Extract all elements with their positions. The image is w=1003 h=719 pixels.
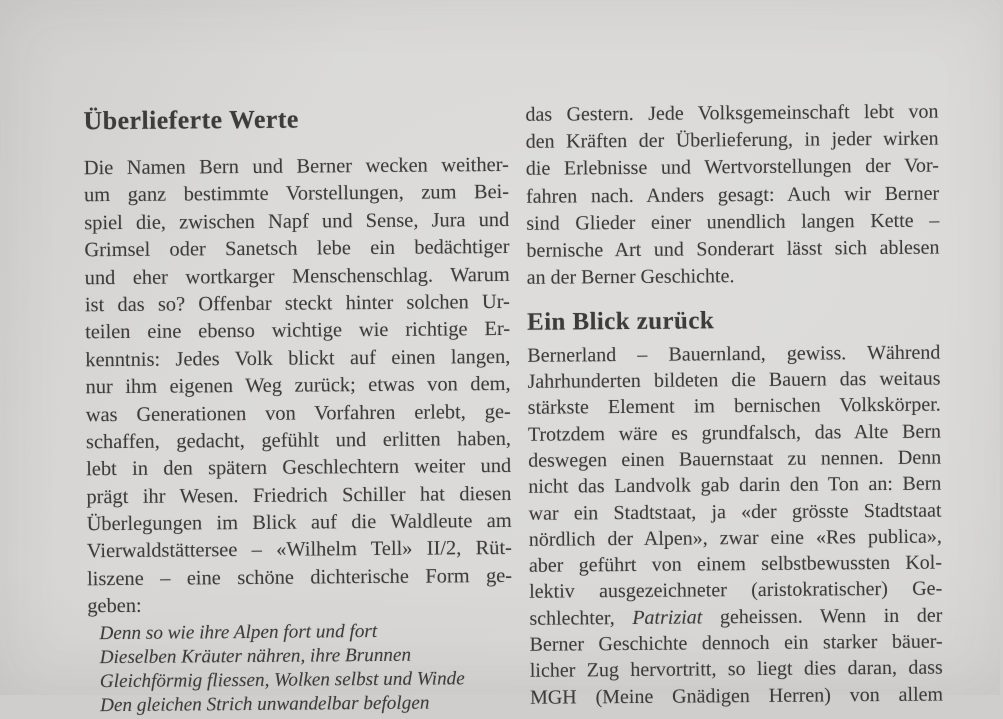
- text-line: lektiv ausgezeichneter (aristokratischer) Ge-: [529, 578, 943, 604]
- text-line: Berner Geschichte dennoch ein starker bäuer-: [529, 630, 943, 656]
- right-paragraph-2: [527, 339, 943, 710]
- text-line: nur ihm eigenen Weg zurück; etwas von dem,: [85, 373, 511, 399]
- text-line: bernische Art und Sonderart lässt sich ablesen: [526, 236, 940, 262]
- text-line: Vierwaldstättersee – «Wilhelm Tell» II/2, Rüt-: [86, 537, 512, 563]
- text-line: prägt ihr Wesen. Friedrich Schiller hat diesen: [86, 482, 512, 508]
- text-line: kenntnis: Jedes Volk blickt auf einen langen,: [85, 345, 511, 371]
- text-line: schaffen, gedacht, gefühlt und erlitten haben,: [85, 427, 512, 454]
- text-line: das Gestern. Jede Volksgemeinschaft lebt von: [525, 100, 939, 126]
- section-heading-ueberlieferte-werte: Überlieferte Werte: [83, 104, 299, 136]
- text-line: deswegen einen Bauernstaat zu nennen. Denn: [528, 446, 942, 472]
- text-line: Den gleichen Strich unwandelbar befolgen: [99, 692, 430, 717]
- text-line: was Generationen von Vorfahren erlebt, ge-: [85, 400, 511, 426]
- text-line: nicht das Landvolk gab darin den Ton an: Bern: [528, 472, 942, 499]
- schiller-verse-quote: [87, 619, 513, 719]
- text-line: Trotzdem wäre es grundfalsch, das Alte Bern: [527, 420, 942, 446]
- text-line: Die Namen Bern und Berner wecken weither-: [83, 153, 509, 180]
- text-line: die Erlebnisse und Wertvorstellungen der Vor-: [525, 154, 939, 181]
- text-line: an der Berner Geschichte.: [526, 265, 735, 289]
- text-line: nördlich der Alpen», zwar eine «Res publica»,: [528, 525, 942, 551]
- text-line: Denn so wie ihre Alpen fort und fort: [99, 620, 378, 644]
- text-line: geben:: [87, 595, 142, 618]
- left-paragraph: [84, 152, 513, 621]
- text-line: Überlegungen im Blick auf die Waldleute am: [86, 509, 512, 536]
- left-column: [83, 103, 513, 719]
- section-heading-ein-blick-zurueck: Ein Blick zurück: [526, 307, 715, 337]
- text-line: stärkste Element im bernischen Volkskörper.: [527, 393, 941, 420]
- text-line: Gleichförmig fliessen, Wolken selbst und Winde: [99, 668, 465, 693]
- text-line: licher Zug hervortritt, so liegt dies daran, dass: [529, 656, 943, 683]
- text-line: Jahrhunderten bildeten die Bauern das weitaus: [527, 367, 941, 393]
- right-column: [525, 99, 943, 711]
- text-line: Bernerland – Bauernland, gewiss. Während: [527, 341, 941, 367]
- text-line: ist das so? Offenbar steckt hinter solchen Ur-: [84, 290, 511, 317]
- text-line: Dieselben Kräuter nähren, ihre Brunnen: [99, 644, 412, 668]
- text-line: schlechter, Patriziat geheissen. Wenn in der: [529, 604, 943, 630]
- text-line: den Kräften der Überlieferung, in jeder wirken: [525, 127, 939, 153]
- text-line: teilen eine ebenso wichtige wie richtige Er-: [85, 318, 511, 344]
- text-line: um ganz bestimmte Vorstellungen, zum Bei-: [83, 181, 510, 207]
- text-line: und eher wortkarger Menschenschlag. Warum: [84, 263, 510, 289]
- text-line: liszene – eine schöne dichterische Form ge-: [86, 564, 513, 591]
- right-paragraph-1: [525, 99, 939, 293]
- text-line: aber geführt von einem selbstbewussten Kol-: [528, 551, 943, 577]
- text-line: spiel die, zwischen Napf und Sense, Jura und: [84, 208, 510, 235]
- text-line: war ein Stadtstaat, ja «der grösste Stadtstaat: [528, 499, 942, 525]
- text-line: sind Glieder einer unendlich langen Kette –: [526, 209, 940, 235]
- text-line: Grimsel oder Sanetsch lebe ein bedächtiger: [84, 236, 510, 262]
- text-line: MGH (Meine Gnädigen Herren) von allem: [529, 683, 944, 709]
- text-line: lebt in den spätern Geschlechtern weiter und: [86, 455, 512, 481]
- text-line: fahren nach. Anders gesagt: Auch wir Berner: [526, 182, 940, 208]
